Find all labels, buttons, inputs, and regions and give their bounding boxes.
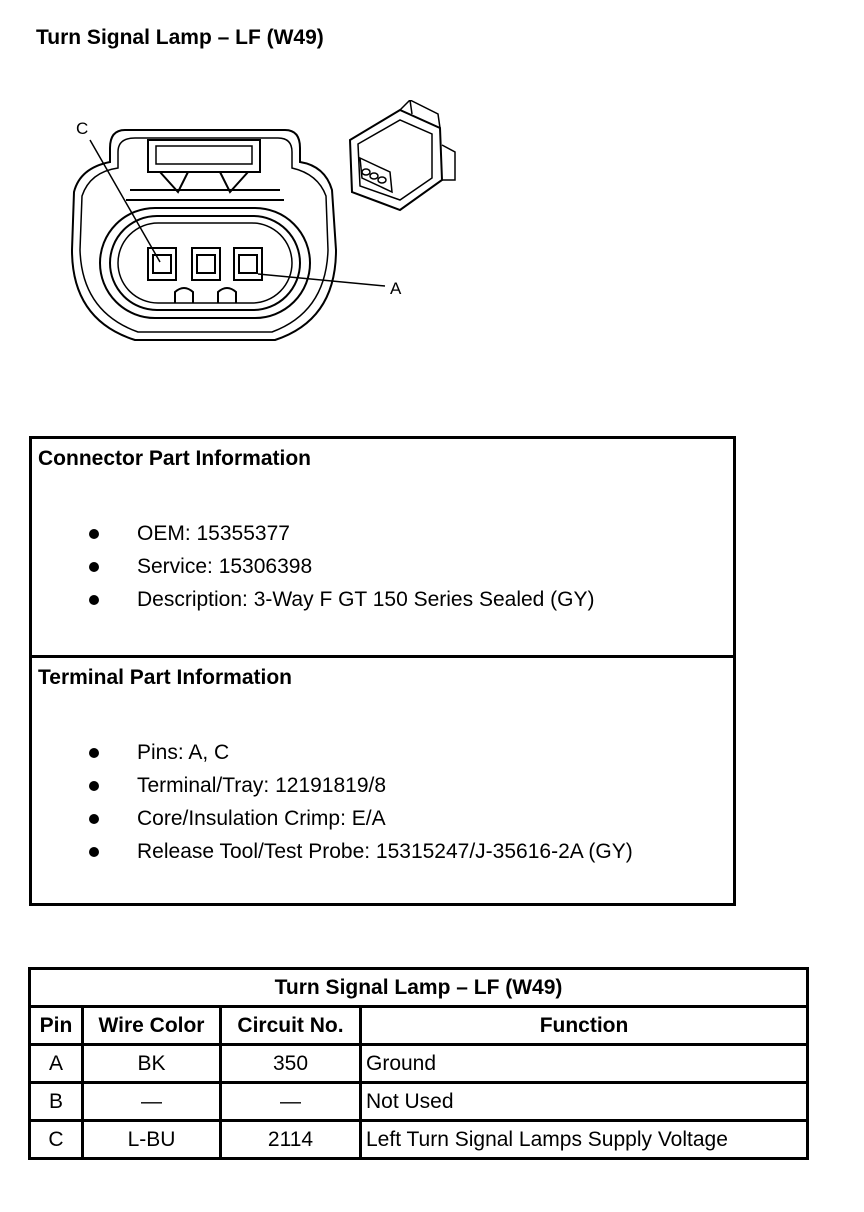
table-title-row: [30, 969, 808, 1007]
bullet-icon: [89, 562, 99, 572]
header-function: Function: [361, 1007, 808, 1045]
bullet-icon: [89, 529, 99, 539]
page-title: Turn Signal Lamp – LF (W49): [36, 26, 324, 49]
connector-info-list: [32, 517, 595, 616]
wire-color-cell: BK: [83, 1045, 221, 1083]
connector-illustration: [60, 100, 490, 380]
terminal-info-heading: Terminal Part Information: [38, 666, 292, 689]
table-row: [30, 1045, 808, 1083]
header-pin: Pin: [30, 1007, 83, 1045]
bullet-icon: [89, 781, 99, 791]
circuit-cell: 2114: [221, 1121, 361, 1159]
circuit-cell: 350: [221, 1045, 361, 1083]
list-item: Description: 3-Way F GT 150 Series Sealed (GY): [32, 583, 595, 616]
pin-a-callout: A: [390, 279, 402, 298]
wire-color-cell: —: [83, 1083, 221, 1121]
part-info-box: [29, 436, 736, 906]
list-item: Release Tool/Test Probe: 15315247/J-35616-2A (GY): [32, 835, 633, 868]
header-wire-color: Wire Color: [83, 1007, 221, 1045]
header-circuit: Circuit No.: [221, 1007, 361, 1045]
list-item: OEM: 15355377: [32, 517, 595, 550]
list-item: Pins: A, C: [32, 736, 633, 769]
bullet-icon: [89, 847, 99, 857]
function-cell: Not Used: [361, 1083, 808, 1121]
pin-cell: C: [30, 1121, 83, 1159]
table-title: Turn Signal Lamp – LF (W49): [30, 969, 808, 1007]
connector-info-section: [32, 439, 733, 658]
pinout-table: [28, 967, 809, 1160]
connector-info-heading: Connector Part Information: [38, 447, 312, 470]
function-cell: Left Turn Signal Lamps Supply Voltage: [361, 1121, 808, 1159]
terminal-info-list: [32, 736, 633, 868]
terminal-info-section: [32, 658, 733, 903]
bullet-icon: [89, 595, 99, 605]
pin-cell: B: [30, 1083, 83, 1121]
circuit-cell: —: [221, 1083, 361, 1121]
table-row: [30, 1083, 808, 1121]
list-item: Service: 15306398: [32, 550, 595, 583]
bullet-icon: [89, 814, 99, 824]
list-item: Terminal/Tray: 12191819/8: [32, 769, 633, 802]
pin-cell: A: [30, 1045, 83, 1083]
wire-color-cell: L-BU: [83, 1121, 221, 1159]
table-header-row: [30, 1007, 808, 1045]
bullet-icon: [89, 748, 99, 758]
pin-c-callout: C: [76, 119, 89, 138]
connector-diagram: [60, 100, 490, 380]
table-row: [30, 1121, 808, 1159]
function-cell: Ground: [361, 1045, 808, 1083]
list-item: Core/Insulation Crimp: E/A: [32, 802, 633, 835]
